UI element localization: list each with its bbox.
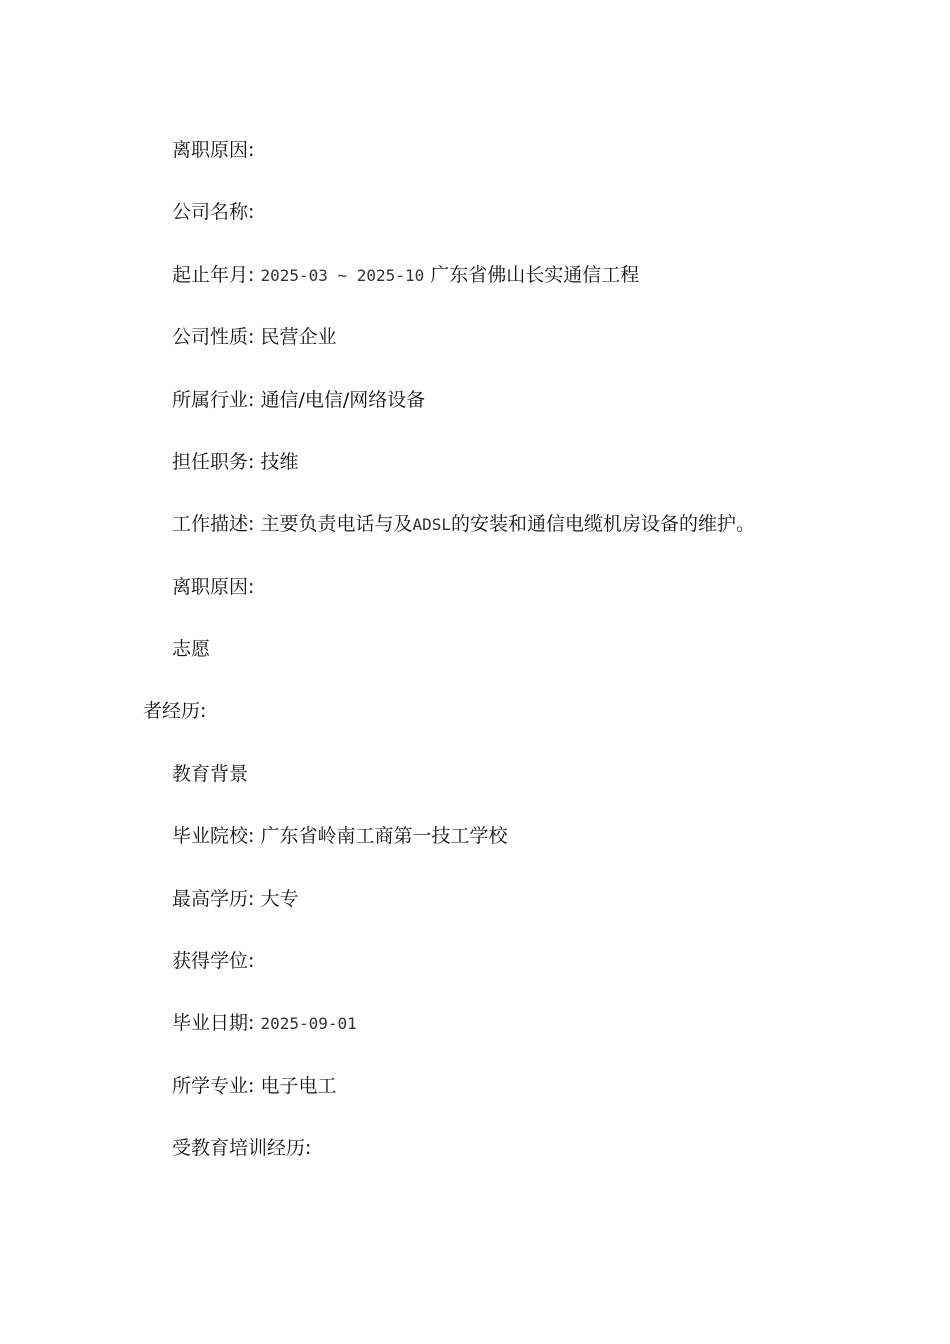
resign-reason-line-2: 离职原因: [172,576,255,598]
academic-degree-line: 获得学位: [172,950,255,972]
graduate-school-line: 毕业院校: 广东省岭南工商第一技工学校 [172,825,508,847]
education-heading: 教育背景 [172,763,249,785]
job-description-line [172,512,755,537]
graduation-date-line [172,1011,357,1036]
work-period-label: 起止年月: [172,264,255,286]
job-description-label: 工作描述: [172,513,255,535]
work-period-value: 2025-03 ~ 2025-10 [260,266,425,285]
company-name-line: 公司名称: [172,201,255,223]
industry-line: 所属行业: 通信/电信/网络设备 [172,389,426,411]
work-company-value: 广东省佛山长实通信工程 [430,264,640,286]
job-description-acronym: ADSL [412,515,451,534]
work-period-line [172,263,639,288]
job-description-text-start: 主要负责电话与及 [260,513,413,535]
resign-reason-line-1: 离职原因: [172,139,255,161]
position-line: 担任职务: 技维 [172,451,299,473]
graduation-date-label: 毕业日期: [172,1012,255,1034]
volunteer-heading-part: 志愿 [172,638,211,660]
volunteer-experience-line: 者经历: [143,700,207,722]
job-description-text-end: 的安装和通信电缆机房设备的维护。 [451,513,756,535]
graduation-date-value: 2025-09-01 [260,1014,357,1033]
company-nature-line: 公司性质: 民营企业 [172,326,337,348]
training-experience-line: 受教育培训经历: [172,1137,312,1159]
highest-degree-line: 最高学历: 大专 [172,888,299,910]
major-line: 所学专业: 电子电工 [172,1075,337,1097]
